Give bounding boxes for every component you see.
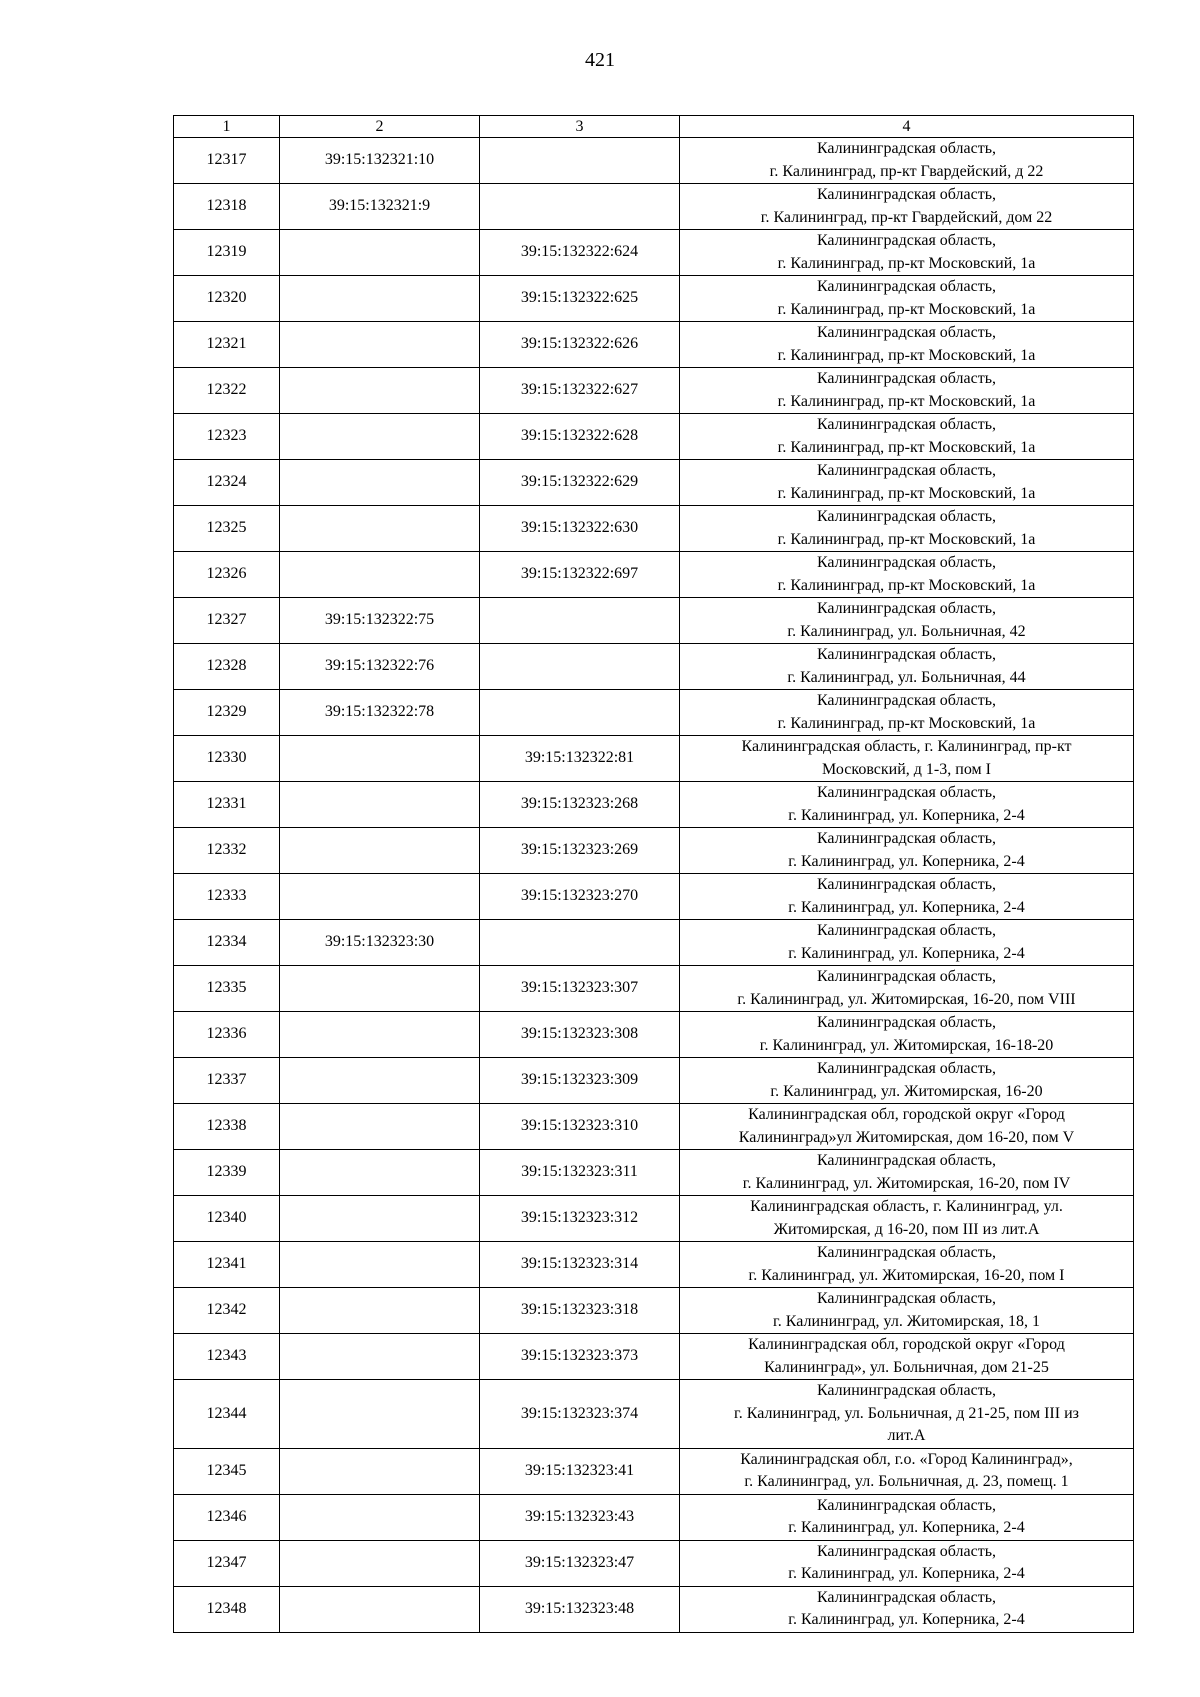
table-row bbox=[174, 1448, 1134, 1494]
table-row bbox=[174, 368, 1134, 414]
table-row bbox=[174, 1494, 1134, 1540]
address-line: г. Калининград, ул. Коперника, 2-4 bbox=[788, 806, 1025, 824]
cadastral-number-col2: 39:15:132321:10 bbox=[280, 138, 480, 184]
table-row bbox=[174, 690, 1134, 736]
address-cell bbox=[680, 1448, 1134, 1494]
cadastral-number-col2 bbox=[280, 874, 480, 920]
address-line: Калининградская область, bbox=[816, 922, 997, 939]
cadastral-number-col3: 39:15:132323:312 bbox=[480, 1196, 680, 1242]
address-line: г. Калининград, ул. Больничная, 44 bbox=[787, 668, 1026, 686]
address-line: г. Калининград, пр-кт Московский, 1а bbox=[777, 484, 1036, 502]
table-row bbox=[174, 1242, 1134, 1288]
cadastral-number-col2 bbox=[280, 1196, 480, 1242]
row-number: 12347 bbox=[174, 1540, 280, 1586]
cadastral-number-col3: 39:15:132322:628 bbox=[480, 414, 680, 460]
address-line: Калининградская область, bbox=[816, 1060, 997, 1077]
table-row bbox=[174, 184, 1134, 230]
address-cell bbox=[680, 368, 1134, 414]
address-line: г. Калининград, ул. Коперника, 2-4 bbox=[788, 898, 1025, 916]
address-cell bbox=[680, 1288, 1134, 1334]
table-row bbox=[174, 460, 1134, 506]
table-body bbox=[174, 116, 1134, 1633]
table-row bbox=[174, 1334, 1134, 1380]
table-row bbox=[174, 1586, 1134, 1632]
address-line: г. Калининград, пр-кт Московский, 1а bbox=[777, 254, 1036, 272]
address-cell bbox=[680, 460, 1134, 506]
cadastral-number-col3: 39:15:132322:81 bbox=[480, 736, 680, 782]
cadastral-number-col3: 39:15:132323:268 bbox=[480, 782, 680, 828]
cadastral-number-col2 bbox=[280, 1288, 480, 1334]
row-number: 12336 bbox=[174, 1012, 280, 1058]
row-number: 12348 bbox=[174, 1586, 280, 1632]
address-cell bbox=[680, 506, 1134, 552]
cadastral-number-col3: 39:15:132322:630 bbox=[480, 506, 680, 552]
table-row bbox=[174, 414, 1134, 460]
cadastral-number-col3: 39:15:132323:374 bbox=[480, 1380, 680, 1449]
address-line: Калининградская область, г. Калининград, пр-кт bbox=[741, 738, 1072, 755]
table-row bbox=[174, 598, 1134, 644]
row-number: 12327 bbox=[174, 598, 280, 644]
table-row bbox=[174, 1058, 1134, 1104]
header-cell-col2: 2 bbox=[280, 116, 480, 138]
cadastral-number-col3: 39:15:132322:624 bbox=[480, 230, 680, 276]
cadastral-number-col2 bbox=[280, 1448, 480, 1494]
address-cell bbox=[680, 552, 1134, 598]
address-cell bbox=[680, 1196, 1134, 1242]
address-line: Калининградская область, bbox=[816, 1588, 997, 1606]
table-row bbox=[174, 138, 1134, 184]
cadastral-number-col3: 39:15:132323:47 bbox=[480, 1540, 680, 1586]
table-row bbox=[174, 644, 1134, 690]
address-line: Калининградская обл, городской округ «Город bbox=[748, 1336, 1065, 1353]
cadastral-number-col2: 39:15:132323:30 bbox=[280, 920, 480, 966]
table-row bbox=[174, 782, 1134, 828]
address-line: г. Калининград, пр-кт Московский, 1а bbox=[777, 438, 1036, 456]
cadastral-number-col3: 39:15:132323:270 bbox=[480, 874, 680, 920]
address-cell bbox=[680, 1380, 1134, 1449]
cadastral-number-col2 bbox=[280, 1540, 480, 1586]
cadastral-number-col2 bbox=[280, 1494, 480, 1540]
cadastral-number-col3: 39:15:132322:626 bbox=[480, 322, 680, 368]
address-line: г. Калининград, пр-кт Московский, 1а bbox=[777, 300, 1036, 318]
row-number: 12323 bbox=[174, 414, 280, 460]
address-cell bbox=[680, 184, 1134, 230]
cadastral-number-col2: 39:15:132322:75 bbox=[280, 598, 480, 644]
cadastral-number-col3: 39:15:132322:629 bbox=[480, 460, 680, 506]
address-line: г. Калининград, ул. Житомирская, 16-20, пом IV bbox=[742, 1174, 1071, 1192]
address-cell bbox=[680, 920, 1134, 966]
address-line: Московский, д 1-3, пом I bbox=[822, 760, 991, 778]
row-number: 12322 bbox=[174, 368, 280, 414]
address-cell bbox=[680, 1334, 1134, 1380]
address-line: г. Калининград, пр-кт Московский, 1а bbox=[777, 392, 1036, 410]
cadastral-number-col2 bbox=[280, 966, 480, 1012]
address-line: г. Калининград, ул. Житомирская, 18, 1 bbox=[773, 1312, 1040, 1330]
row-number: 12319 bbox=[174, 230, 280, 276]
cadastral-number-col3: 39:15:132323:310 bbox=[480, 1104, 680, 1150]
address-cell bbox=[680, 1104, 1134, 1150]
cadastral-number-col2 bbox=[280, 506, 480, 552]
address-line: Калининградская область, bbox=[816, 830, 997, 847]
address-cell bbox=[680, 138, 1134, 184]
row-number: 12334 bbox=[174, 920, 280, 966]
address-line: г. Калининград, ул. Житомирская, 16-18-20 bbox=[759, 1036, 1054, 1054]
address-cell bbox=[680, 1242, 1134, 1288]
cadastral-number-col3: 39:15:132323:309 bbox=[480, 1058, 680, 1104]
header-cell-col3: 3 bbox=[480, 116, 680, 138]
address-line: Калининград», ул. Больничная, дом 21-25 bbox=[764, 1358, 1049, 1376]
row-number: 12339 bbox=[174, 1150, 280, 1196]
table-row bbox=[174, 1104, 1134, 1150]
address-line: г. Калининград, ул. Больничная, 42 bbox=[787, 622, 1026, 640]
address-line: Калининградская область, bbox=[816, 324, 997, 341]
row-number: 12326 bbox=[174, 552, 280, 598]
table-row bbox=[174, 506, 1134, 552]
register-table bbox=[173, 115, 1134, 1633]
cadastral-number-col2 bbox=[280, 1150, 480, 1196]
row-number: 12340 bbox=[174, 1196, 280, 1242]
address-line: Калининградская область, bbox=[816, 508, 997, 525]
cadastral-number-col2 bbox=[280, 322, 480, 368]
address-line: Калининградская область, bbox=[816, 416, 997, 433]
address-cell bbox=[680, 828, 1134, 874]
cadastral-number-col2 bbox=[280, 414, 480, 460]
address-line: г. Калининград, ул. Коперника, 2-4 bbox=[788, 1519, 1025, 1536]
table-row bbox=[174, 322, 1134, 368]
address-line: Калининградская область, bbox=[816, 462, 997, 479]
cadastral-number-col2 bbox=[280, 1104, 480, 1150]
address-line: г. Калининград, ул. Коперника, 2-4 bbox=[788, 944, 1025, 962]
address-line: Калининградская область, bbox=[816, 1014, 997, 1031]
cadastral-number-col2 bbox=[280, 368, 480, 414]
cadastral-number-col2 bbox=[280, 1242, 480, 1288]
row-number: 12321 bbox=[174, 322, 280, 368]
address-line: Калининградская область, bbox=[816, 554, 997, 571]
address-cell bbox=[680, 322, 1134, 368]
row-number: 12325 bbox=[174, 506, 280, 552]
cadastral-number-col2 bbox=[280, 1586, 480, 1632]
cadastral-number-col3: 39:15:132323:43 bbox=[480, 1494, 680, 1540]
row-number: 12330 bbox=[174, 736, 280, 782]
address-line: г. Калининград, ул. Коперника, 2-4 bbox=[788, 1611, 1025, 1628]
table-row bbox=[174, 230, 1134, 276]
row-number: 12341 bbox=[174, 1242, 280, 1288]
table-row bbox=[174, 874, 1134, 920]
address-line: Калининградская обл, г.о. «Город Калининград», bbox=[740, 1450, 1073, 1468]
table-row bbox=[174, 1150, 1134, 1196]
table-row bbox=[174, 1196, 1134, 1242]
address-line: Калининградская обл, городской округ «Город bbox=[748, 1106, 1065, 1123]
row-number: 12329 bbox=[174, 690, 280, 736]
row-number: 12328 bbox=[174, 644, 280, 690]
address-line: Калининград»ул Житомирская, дом 16-20, пом V bbox=[738, 1128, 1075, 1146]
address-line: Калининградская область, bbox=[816, 186, 997, 203]
cadastral-number-col2 bbox=[280, 782, 480, 828]
cadastral-number-col3 bbox=[480, 644, 680, 690]
address-cell bbox=[680, 230, 1134, 276]
address-line: Калининградская область, bbox=[816, 232, 997, 249]
address-cell bbox=[680, 1540, 1134, 1586]
table-row bbox=[174, 1540, 1134, 1586]
cadastral-number-col3 bbox=[480, 920, 680, 966]
address-line: Калининградская область, bbox=[816, 692, 997, 709]
cadastral-number-col3 bbox=[480, 598, 680, 644]
row-number: 12317 bbox=[174, 138, 280, 184]
address-line: Житомирская, д 16-20, пом III из лит.А bbox=[773, 1220, 1040, 1238]
address-cell bbox=[680, 966, 1134, 1012]
row-number: 12342 bbox=[174, 1288, 280, 1334]
address-line: г. Калининград, ул. Больничная, д 21-25, пом III из bbox=[734, 1404, 1079, 1422]
table-row bbox=[174, 966, 1134, 1012]
address-cell bbox=[680, 644, 1134, 690]
address-line: Калининградская область, bbox=[816, 1152, 997, 1169]
table-row bbox=[174, 736, 1134, 782]
address-line: г. Калининград, пр-кт Московский, 1а bbox=[777, 714, 1036, 732]
cadastral-number-col3: 39:15:132323:307 bbox=[480, 966, 680, 1012]
address-line: Калининградская область, bbox=[816, 968, 997, 985]
address-line: Калининградская область, bbox=[816, 140, 997, 157]
address-line: г. Калининград, пр-кт Московский, 1а bbox=[777, 346, 1036, 364]
cadastral-number-col2 bbox=[280, 1012, 480, 1058]
address-cell bbox=[680, 414, 1134, 460]
table-row bbox=[174, 920, 1134, 966]
cadastral-number-col3 bbox=[480, 138, 680, 184]
address-cell bbox=[680, 1012, 1134, 1058]
cadastral-number-col3: 39:15:132322:625 bbox=[480, 276, 680, 322]
row-number: 12333 bbox=[174, 874, 280, 920]
address-line: Калининградская область, bbox=[816, 1244, 997, 1261]
address-line: Калининградская область, bbox=[816, 370, 997, 387]
row-number: 12346 bbox=[174, 1494, 280, 1540]
cadastral-number-col3: 39:15:132322:627 bbox=[480, 368, 680, 414]
cadastral-number-col3: 39:15:132322:697 bbox=[480, 552, 680, 598]
row-number: 12320 bbox=[174, 276, 280, 322]
cadastral-number-col2: 39:15:132321:9 bbox=[280, 184, 480, 230]
row-number: 12338 bbox=[174, 1104, 280, 1150]
cadastral-number-col3: 39:15:132323:314 bbox=[480, 1242, 680, 1288]
address-cell bbox=[680, 1058, 1134, 1104]
address-line: Калининградская область, bbox=[816, 876, 997, 893]
cadastral-number-col2 bbox=[280, 1058, 480, 1104]
cadastral-number-col2 bbox=[280, 230, 480, 276]
cadastral-number-col2 bbox=[280, 276, 480, 322]
address-line: г. Калининград, ул. Коперника, 2-4 bbox=[788, 852, 1025, 870]
cadastral-number-col2 bbox=[280, 1334, 480, 1380]
address-line: Калининградская область, bbox=[816, 1290, 997, 1307]
cadastral-number-col3 bbox=[480, 184, 680, 230]
cadastral-number-col3 bbox=[480, 690, 680, 736]
address-cell bbox=[680, 1494, 1134, 1540]
address-cell bbox=[680, 736, 1134, 782]
address-cell bbox=[680, 276, 1134, 322]
table-row bbox=[174, 1380, 1134, 1449]
address-line: г. Калининград, пр-кт Гвардейский, дом 22 bbox=[760, 208, 1053, 226]
page-number: 421 bbox=[585, 49, 615, 71]
address-cell bbox=[680, 1586, 1134, 1632]
cadastral-number-col2 bbox=[280, 828, 480, 874]
row-number: 12332 bbox=[174, 828, 280, 874]
row-number: 12331 bbox=[174, 782, 280, 828]
address-line: Калининградская область, bbox=[816, 784, 997, 801]
cadastral-number-col2 bbox=[280, 460, 480, 506]
address-line: Калининградская область, bbox=[816, 1382, 997, 1399]
header-cell-col1: 1 bbox=[174, 116, 280, 138]
row-number: 12345 bbox=[174, 1448, 280, 1494]
address-line: г. Калининград, пр-кт Гвардейский, д 22 bbox=[769, 162, 1044, 180]
cadastral-number-col3: 39:15:132323:373 bbox=[480, 1334, 680, 1380]
cadastral-number-col2: 39:15:132322:78 bbox=[280, 690, 480, 736]
address-cell bbox=[680, 1150, 1134, 1196]
address-line: Калининградская область, bbox=[816, 1542, 997, 1560]
row-number: 12343 bbox=[174, 1334, 280, 1380]
table-row bbox=[174, 1288, 1134, 1334]
cadastral-number-col2 bbox=[280, 552, 480, 598]
address-line: г. Калининград, ул. Житомирская, 16-20 bbox=[770, 1082, 1043, 1100]
address-line: Калининградская область, bbox=[816, 646, 997, 663]
row-number: 12324 bbox=[174, 460, 280, 506]
address-cell bbox=[680, 690, 1134, 736]
row-number: 12318 bbox=[174, 184, 280, 230]
cadastral-number-col3: 39:15:132323:48 bbox=[480, 1586, 680, 1632]
table-row bbox=[174, 828, 1134, 874]
address-line: г. Калининград, ул. Больничная, д. 23, помещ. 1 bbox=[744, 1473, 1069, 1490]
header-cell-col4: 4 bbox=[680, 116, 1134, 138]
cadastral-number-col2 bbox=[280, 1380, 480, 1449]
table-row bbox=[174, 1012, 1134, 1058]
table-row bbox=[174, 552, 1134, 598]
address-cell bbox=[680, 782, 1134, 828]
address-line: Калининградская область, bbox=[816, 278, 997, 295]
table-row bbox=[174, 276, 1134, 322]
cadastral-number-col3: 39:15:132323:318 bbox=[480, 1288, 680, 1334]
cadastral-number-col3: 39:15:132323:41 bbox=[480, 1448, 680, 1494]
cadastral-number-col3: 39:15:132323:269 bbox=[480, 828, 680, 874]
cadastral-number-col2: 39:15:132322:76 bbox=[280, 644, 480, 690]
address-line: лит.А bbox=[887, 1427, 926, 1444]
row-number: 12344 bbox=[174, 1380, 280, 1449]
header-row bbox=[174, 116, 1134, 138]
cadastral-number-col2 bbox=[280, 736, 480, 782]
address-line: г. Калининград, ул. Житомирская, 16-20, пом VIII bbox=[737, 990, 1076, 1008]
address-line: Калининградская область, bbox=[816, 1496, 997, 1514]
address-line: Калининградская область, г. Калининград, ул. bbox=[750, 1198, 1063, 1215]
address-line: г. Калининград, ул. Коперника, 2-4 bbox=[788, 1565, 1025, 1582]
row-number: 12337 bbox=[174, 1058, 280, 1104]
address-line: г. Калининград, пр-кт Московский, 1а bbox=[777, 576, 1036, 594]
address-line: г. Калининград, ул. Житомирская, 16-20, пом I bbox=[748, 1266, 1065, 1284]
row-number: 12335 bbox=[174, 966, 280, 1012]
address-line: Калининградская область, bbox=[816, 600, 997, 617]
cadastral-number-col3: 39:15:132323:311 bbox=[480, 1150, 680, 1196]
address-cell bbox=[680, 874, 1134, 920]
cadastral-number-col3: 39:15:132323:308 bbox=[480, 1012, 680, 1058]
address-line: г. Калининград, пр-кт Московский, 1а bbox=[777, 530, 1036, 548]
address-cell bbox=[680, 598, 1134, 644]
